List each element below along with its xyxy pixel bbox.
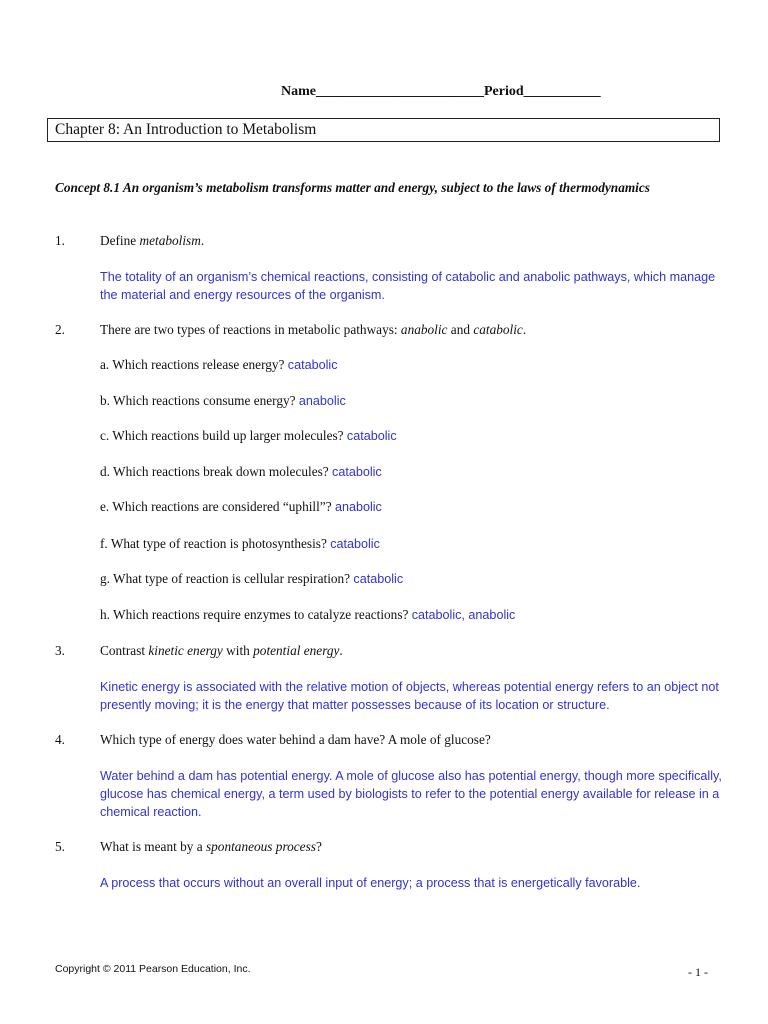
- sub-answer: anabolic: [334, 500, 382, 514]
- period-label: Period: [484, 84, 524, 99]
- sub-answer: catabolic: [287, 358, 338, 372]
- q1-punct: .: [200, 233, 205, 248]
- name-period-header: [281, 84, 601, 100]
- sub-question: h. Which reactions require enzymes to catalyze reactions?: [100, 607, 412, 622]
- sub-question: e. Which reactions are considered “uphill”?: [100, 499, 335, 514]
- q5-punct: ?: [315, 839, 322, 854]
- q3-punct: .: [339, 643, 343, 658]
- q2-mid: and: [447, 322, 474, 337]
- q2-text: There are two types of reactions in metabolic pathways:: [100, 322, 401, 337]
- q4-answer: Water behind a dam has potential energy. A mole of glucose also has potential energy, though more specifically, glucose has chemical energy, a term used by biologists to refer to the potential energy available for release in a chemical reaction.: [100, 769, 722, 819]
- q2-sub-g: [100, 571, 403, 587]
- q5-number: 5.: [55, 839, 65, 854]
- q4-question: Which type of energy does water behind a dam have? A mole of glucose?: [100, 732, 491, 747]
- q2-sub-a: [100, 357, 338, 373]
- q2-punct: .: [522, 322, 527, 337]
- chapter-title: Chapter 8: An Introduction to Metabolism: [55, 121, 317, 138]
- q2-question: [100, 322, 526, 338]
- period-blank: ___________: [523, 84, 601, 99]
- q5-term: spontaneous process: [205, 839, 316, 854]
- q3-mid: with: [222, 643, 254, 658]
- sub-answer: catabolic: [332, 465, 382, 479]
- sub-question: d. Which reactions break down molecules?: [100, 464, 333, 479]
- q1-answer: The totality of an organism’s chemical reactions, consisting of catabolic and anabolic pathways, which manage the material and energy resources of the organism.: [100, 270, 716, 302]
- q2-sub-e: [100, 499, 382, 515]
- q3-term1: kinetic energy: [148, 643, 223, 658]
- sub-answer: catabolic, anabolic: [411, 608, 516, 622]
- q3-question: [100, 643, 343, 659]
- q2-number: 2.: [55, 322, 65, 337]
- q2-term2: catabolic: [473, 322, 523, 337]
- q2-sub-b: [100, 393, 346, 409]
- page-number: - 1 -: [688, 965, 708, 979]
- q3-term2: potential energy: [253, 643, 340, 658]
- concept-heading: Concept 8.1 An organism’s metabolism transforms matter and energy, subject to the laws of thermodynamics: [55, 180, 650, 195]
- sub-answer: catabolic: [353, 572, 404, 586]
- chapter-title-box: [47, 118, 720, 142]
- q5-text: What is meant by a: [100, 839, 206, 854]
- sub-answer: catabolic: [330, 537, 380, 551]
- q3-answer: Kinetic energy is associated with the relative motion of objects, whereas potential energy refers to an object not presently moving; it is the energy that matter possesses because of its location or structure.: [100, 680, 719, 712]
- q1-number: 1.: [55, 233, 65, 248]
- sub-question: b. Which reactions consume energy?: [100, 393, 299, 408]
- q3-text: Contrast: [100, 643, 149, 658]
- q1-question: [100, 233, 204, 249]
- q5-question: [100, 839, 322, 855]
- q2-term1: anabolic: [400, 322, 448, 337]
- sub-answer: anabolic: [298, 394, 346, 408]
- q1-text: Define: [100, 233, 140, 248]
- copyright-footer: Copyright © 2011 Pearson Education, Inc.: [55, 963, 251, 975]
- q2-sub-f: [100, 536, 380, 552]
- sub-question: g. What type of reaction is cellular respiration?: [100, 571, 354, 586]
- q4-number: 4.: [55, 732, 65, 747]
- q3-number: 3.: [55, 643, 65, 658]
- q2-sub-h: [100, 607, 515, 623]
- q5-answer: A process that occurs without an overall input of energy; a process that is energetically favorable.: [100, 876, 641, 890]
- q1-term: metabolism: [139, 233, 201, 248]
- sub-answer: catabolic: [346, 429, 397, 443]
- sub-question: c. Which reactions build up larger molecules?: [100, 428, 347, 443]
- q2-sub-d: [100, 464, 382, 480]
- sub-question: a. Which reactions release energy?: [100, 357, 288, 372]
- q2-sub-c: [100, 428, 397, 444]
- name-label: Name: [281, 84, 316, 99]
- sub-question: f. What type of reaction is photosynthesis?: [100, 536, 331, 551]
- name-blank: ________________________: [316, 84, 484, 99]
